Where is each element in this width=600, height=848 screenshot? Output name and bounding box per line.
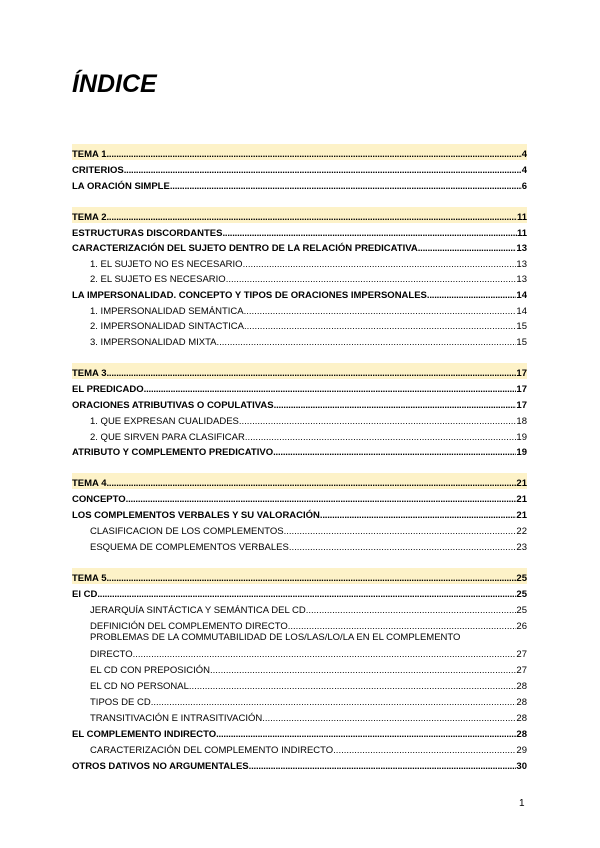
toc-entry-tema-5[interactable] xyxy=(72,568,527,584)
toc-subentry[interactable] xyxy=(72,644,527,660)
toc-entry-tema-3[interactable] xyxy=(72,363,527,379)
toc-entry[interactable] xyxy=(72,505,527,521)
toc-entry-page: 27 xyxy=(516,665,527,676)
toc-entry-label: DIRECTO xyxy=(90,649,133,660)
toc-entry-label: TEMA 5 xyxy=(72,573,107,584)
toc-entry-tema-1[interactable] xyxy=(72,144,527,160)
toc-entry-page: 19 xyxy=(516,432,527,443)
toc-entry-page: 11 xyxy=(516,212,527,223)
toc-entry-label: JERARQUÍA SINTÁCTICA Y SEMÁNTICA DEL CD xyxy=(90,605,306,616)
toc-entry-label: TEMA 4 xyxy=(72,478,107,489)
page-number: 1 xyxy=(519,798,525,809)
toc-entry-page: 25 xyxy=(516,605,527,616)
toc-entry-page: 23 xyxy=(516,542,527,553)
toc-entry[interactable] xyxy=(72,724,527,740)
toc-subentry[interactable] xyxy=(72,301,527,317)
toc-entry-label: TRANSITIVACIÓN E INTRASITIVACIÓN xyxy=(90,713,263,724)
toc-entry-label: 2. IMPERSONALIDAD SINTACTICA xyxy=(90,321,244,332)
toc-entry-label: 3. IMPERSONALIDAD MIXTA xyxy=(90,337,217,348)
toc-entry-page: 30 xyxy=(516,761,527,772)
toc-entry-label: CRITERIOS xyxy=(72,165,124,176)
toc-entry-label: El CD xyxy=(72,589,98,600)
toc-entry-page: 28 xyxy=(516,697,527,708)
toc-entry-page: 17 xyxy=(516,384,527,395)
toc-entry[interactable] xyxy=(72,176,527,192)
toc-entry-page: 28 xyxy=(516,713,527,724)
toc-subentry[interactable] xyxy=(72,660,527,676)
toc-entry-page: 6 xyxy=(521,181,527,192)
toc-entry-tema-2[interactable] xyxy=(72,207,527,223)
toc-entry-label: TEMA 2 xyxy=(72,212,107,223)
toc-subentry[interactable] xyxy=(72,537,527,553)
toc-entry-label: TEMA 3 xyxy=(72,368,107,379)
toc-entry-page: 19 xyxy=(516,447,527,458)
toc-entry-page: 14 xyxy=(516,306,527,317)
toc-entry-tema-4[interactable] xyxy=(72,473,527,489)
toc-entry-label: 2. QUE SIRVEN PARA CLASIFICAR xyxy=(90,432,245,443)
toc-entry-page: 15 xyxy=(516,337,527,348)
toc-entry-label: LOS COMPLEMENTOS VERBALES Y SU VALORACIÓN xyxy=(72,510,320,521)
toc-entry-label: CARACTERIZACIÓN DEL COMPLEMENTO INDIRECTO xyxy=(90,745,334,756)
toc-entry-label: DEFINICIÓN DEL COMPLEMENTO DIRECTO xyxy=(90,621,288,632)
toc-entry[interactable] xyxy=(72,223,527,239)
toc-entry-page: 26 xyxy=(516,621,527,632)
toc-entry-page: 15 xyxy=(516,321,527,332)
toc-entry-page: 4 xyxy=(521,149,527,160)
toc-subentry[interactable] xyxy=(72,740,527,756)
toc-entry-page: 29 xyxy=(516,745,527,756)
toc-entry-page: 28 xyxy=(516,681,527,692)
toc-entry[interactable] xyxy=(72,238,527,254)
toc-entry-page: 25 xyxy=(516,573,527,584)
toc-subentry[interactable] xyxy=(72,616,527,632)
toc-entry[interactable] xyxy=(72,442,527,458)
toc-entry-page: 21 xyxy=(516,510,527,521)
toc-entry[interactable] xyxy=(72,584,527,600)
toc-entry-page: 28 xyxy=(516,729,527,740)
toc-entry-page: 21 xyxy=(516,478,527,489)
toc-subentry[interactable] xyxy=(72,254,527,270)
toc-subentry[interactable] xyxy=(72,708,527,724)
toc-entry-page: 13 xyxy=(516,243,527,254)
toc-subentry[interactable] xyxy=(72,600,527,616)
toc-entry[interactable] xyxy=(72,756,527,772)
toc-entry-label: CLASIFICACION DE LOS COMPLEMENTOS xyxy=(90,526,284,537)
toc-entry[interactable] xyxy=(72,379,527,395)
toc-entry[interactable] xyxy=(72,489,527,505)
toc-subentry-wrapped-line[interactable]: PROBLEMAS DE LA COMMUTABILIDAD DE LOS/LAS/LO/LA EN EL COMPLEMENTO xyxy=(90,632,461,643)
toc-entry-label: 1. IMPERSONALIDAD SEMÁNTICA xyxy=(90,306,244,317)
toc-entry-label: LA ORACIÓN SIMPLE xyxy=(72,181,170,192)
toc-entry-page: 21 xyxy=(516,494,527,505)
toc-entry-label: ATRIBUTO Y COMPLEMENTO PREDICATIVO xyxy=(72,447,274,458)
toc-subentry[interactable] xyxy=(72,676,527,692)
toc-entry-page: 11 xyxy=(516,228,527,239)
toc-entry[interactable] xyxy=(72,160,527,176)
toc-entry-label: ORACIONES ATRIBUTIVAS O COPULATIVAS xyxy=(72,400,274,411)
toc-entry-page: 17 xyxy=(516,368,527,379)
toc-entry-page: 4 xyxy=(521,165,527,176)
toc-entry-label: TEMA 1 xyxy=(72,149,107,160)
toc-entry-page: 27 xyxy=(516,649,527,660)
toc-entry-label: EL CD CON PREPOSICIÓN xyxy=(90,665,211,676)
toc-entry-label: 1. QUE EXPRESAN CUALIDADES xyxy=(90,416,239,427)
toc-subentry[interactable] xyxy=(72,316,527,332)
toc-entry[interactable] xyxy=(72,395,527,411)
toc-entry-label: CONCEPTO xyxy=(72,494,126,505)
toc-entry-label: ESTRUCTURAS DISCORDANTES xyxy=(72,228,223,239)
toc-entry-label: ESQUEMA DE COMPLEMENTOS VERBALES xyxy=(90,542,289,553)
toc-entry-page: 22 xyxy=(516,526,527,537)
toc-subentry[interactable] xyxy=(72,521,527,537)
toc-entry-label: 2. EL SUJETO ES NECESARIO xyxy=(90,274,226,285)
toc-entry-label: TIPOS DE CD xyxy=(90,697,151,708)
toc-subentry[interactable] xyxy=(72,692,527,708)
toc-entry-page: 18 xyxy=(516,416,527,427)
toc-entry-label: EL PREDICADO xyxy=(72,384,144,395)
toc-entry-page: 14 xyxy=(516,290,527,301)
toc-entry-label: CARACTERIZACIÓN DEL SUJETO DENTRO DE LA RELACIÓN PREDICATIVA xyxy=(72,243,418,254)
toc-entry-page: 17 xyxy=(516,400,527,411)
toc-entry-page: 13 xyxy=(516,274,527,285)
toc-entry-label: LA IMPERSONALIDAD. CONCEPTO Y TIPOS DE ORACIONES IMPERSONALES xyxy=(72,290,427,301)
toc-entry-page: 13 xyxy=(516,259,527,270)
toc-subentry[interactable] xyxy=(72,269,527,285)
toc-entry-label: EL CD NO PERSONAL xyxy=(90,681,189,692)
toc-entry-label: OTROS DATIVOS NO ARGUMENTALES xyxy=(72,761,249,772)
toc-entry-label: EL COMPLEMENTO INDIRECTO xyxy=(72,729,217,740)
toc-subentry[interactable] xyxy=(72,427,527,443)
toc-entry-label: 1. EL SUJETO NO ES NECESARIO xyxy=(90,259,243,270)
index-title: ÍNDICE xyxy=(72,70,157,98)
toc-entry-page: 25 xyxy=(516,589,527,600)
toc-subentry[interactable] xyxy=(72,411,527,427)
toc-entry[interactable] xyxy=(72,285,527,301)
toc-subentry[interactable] xyxy=(72,332,527,348)
